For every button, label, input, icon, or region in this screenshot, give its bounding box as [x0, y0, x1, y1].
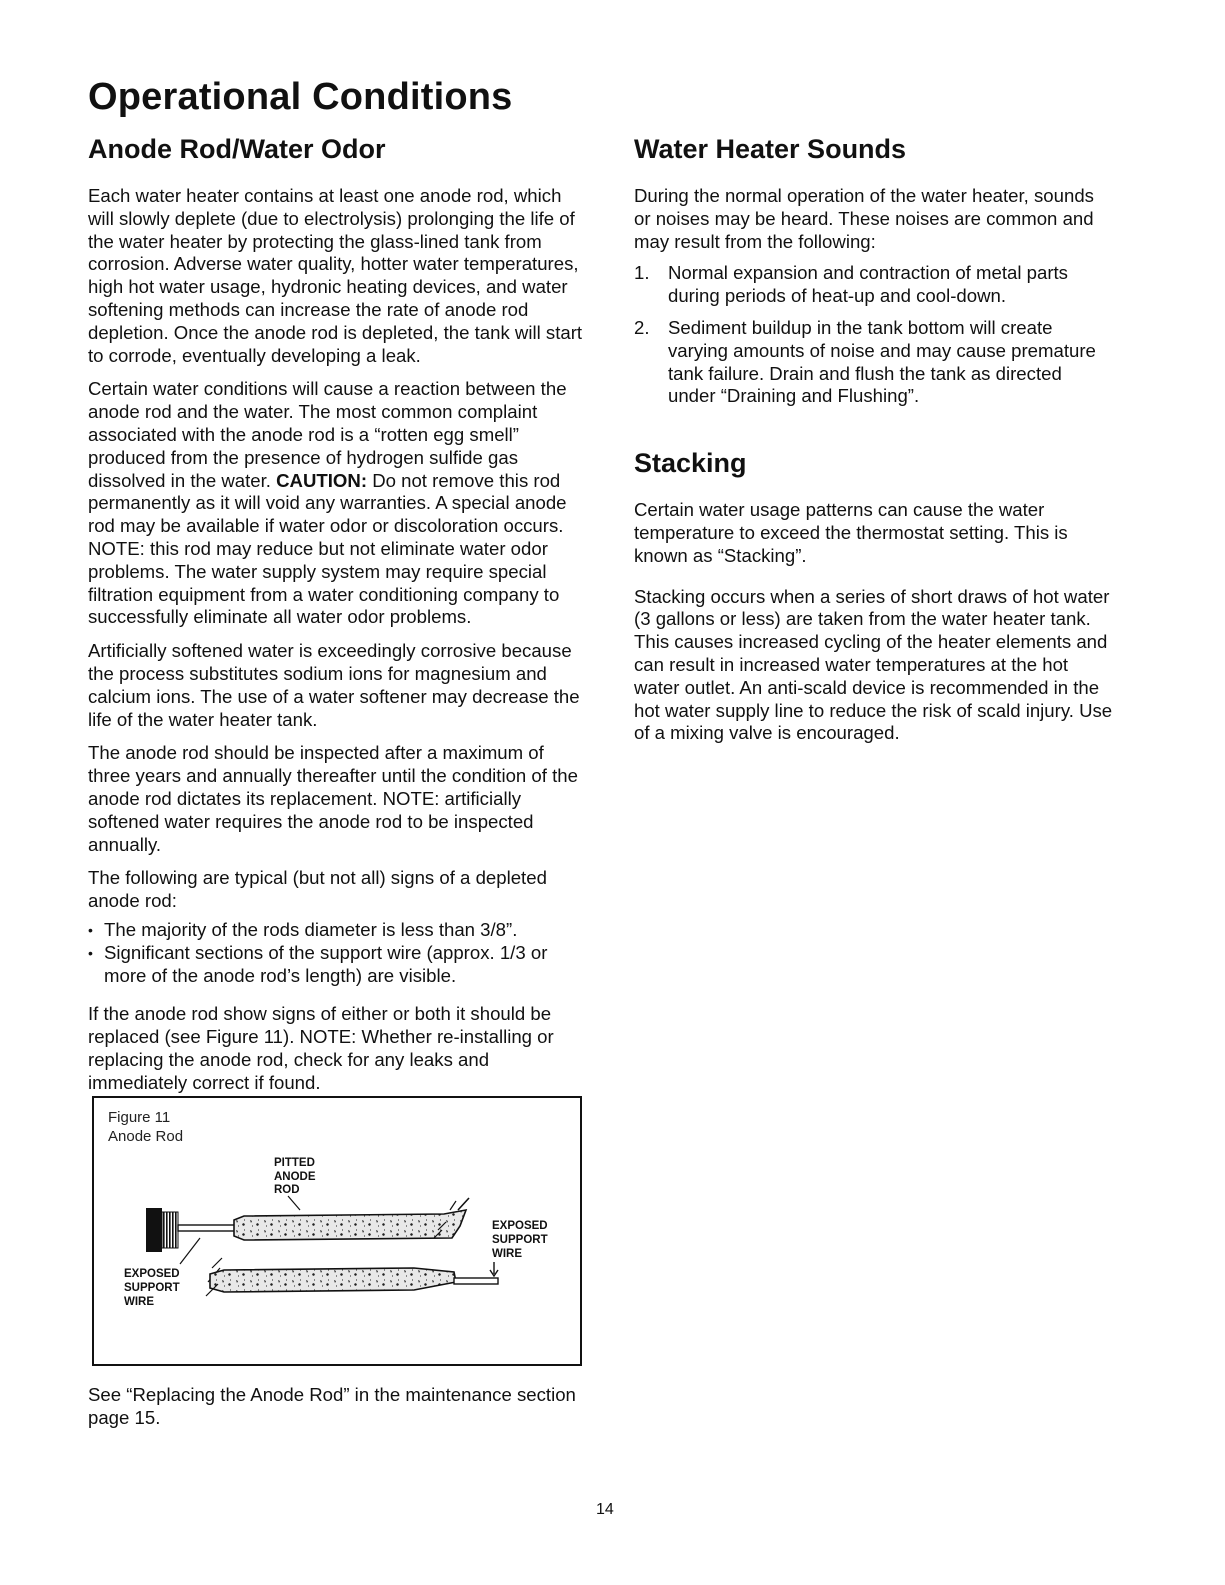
list-number: 2.	[634, 316, 650, 338]
rod-head-icon	[146, 1208, 162, 1252]
figure-name: Anode Rod	[108, 1128, 184, 1145]
sounds-list	[634, 262, 1114, 408]
anode-rod-paragraph-3: Artificially softened water is exceedingly corrosive because the process substitutes sodium ions for magnesium and calcium ions. The use of a water softener may decrease the life of the water heater tank.	[88, 640, 580, 730]
label-pitted-anode-rod	[274, 1157, 316, 1198]
replacing-anode-note	[88, 1384, 598, 1430]
figure-number: Figure 11	[108, 1109, 171, 1126]
label-exposed-support-wire-right	[492, 1219, 548, 1261]
label-line: SUPPORT	[124, 1282, 180, 1294]
anode-rod-paragraph-2	[88, 378, 588, 629]
label-line: SUPPORT	[492, 1234, 548, 1246]
paragraph-2-text-b: Do not remove this rod permanently as it will void any warranties. A special anode rod may be available if water odor or discoloration occurs. NOTE: this rod may reduce but not eliminate water odor problems. The water supply system may require special filtration equipment from a water conditioning company to successfully eliminate all water odor problems.	[88, 469, 567, 628]
water-heater-sounds-heading: Water Heater Sounds	[634, 134, 907, 164]
label-line: ANODE	[274, 1170, 316, 1183]
anode-rod-paragraph-5: The following are typical (but not all) signs of a depleted anode rod:	[88, 867, 547, 912]
list-text: Sediment buildup in the tank bottom will create varying amounts of noise and may cause premature tank failure. Drain and flush the tank as directed under “Draining and Flushing”.	[668, 316, 1096, 407]
list-item	[634, 262, 1114, 308]
paragraph-2-text-a: Certain water conditions will cause a reaction between the anode rod and the water. The most common complaint associated with the anode rod is a “rotten egg smell” produced from the presence of hydrogen sulfide gas dissolved in the water.	[88, 378, 567, 491]
page-number: 14	[596, 1501, 614, 1518]
list-item	[634, 317, 1114, 408]
right-column	[634, 134, 1114, 745]
caution-label: CAUTION:	[276, 469, 368, 491]
page-title: Operational Conditions	[88, 76, 513, 118]
label-line: EXPOSED	[492, 1220, 548, 1232]
figure-anode-rod	[92, 1096, 582, 1366]
list-number: 1.	[634, 262, 650, 284]
anode-rod-paragraph-4: The anode rod should be inspected after a maximum of three years and annually thereafter until the condition of the anode rod dictates its replacement. NOTE: artificially softened water requires the anode rod to be inspected annually.	[88, 742, 578, 855]
list-item: • Significant sections of the support wire (approx. 1/3 or more of the anode rod’s length) are visible.	[88, 942, 588, 988]
label-line: EXPOSED	[124, 1268, 180, 1280]
anode-rod-paragraph-1: Each water heater contains at least one anode rod, which will slowly deplete (due to electrolysis) prolonging the life of the water heater by protecting the glass-lined tank from corrosion. Adverse water quality, hotter water temperatures, high hot water usage, hydronic heating devices, and water softening methods can increase the rate of anode rod depletion. Once the anode rod is depleted, the tank will start to corrode, eventually developing a leak.	[88, 185, 583, 366]
sounds-intro: During the normal operation of the water heater, sounds or noises may be heard. These noises are common and may result from the following:	[634, 185, 1094, 252]
label-line: WIRE	[124, 1296, 155, 1308]
list-item: • The majority of the rods diameter is less than 3/8”.	[88, 919, 588, 942]
stacking-paragraph-1: Certain water usage patterns can cause the water temperature to exceed the thermostat setting. This is known as “Stacking”.	[634, 499, 1068, 566]
anode-rod-paragraph-6: If the anode rod show signs of either or both it should be replaced (see Figure 11). NOTE: Whether re-installing or replacing the anode rod, check for any leaks and immediately correct if found.	[88, 1003, 554, 1093]
label-exposed-support-wire-left	[124, 1267, 180, 1309]
replacing-anode-note-text: See “Replacing the Anode Rod” in the maintenance section page 15.	[88, 1384, 576, 1428]
anode-rod-heading: Anode Rod/Water Odor	[88, 134, 386, 164]
figure-caption	[108, 1108, 183, 1146]
anode-rod-section	[88, 134, 588, 1094]
label-line: PITTED	[274, 1157, 315, 1169]
stacking-heading: Stacking	[634, 448, 747, 479]
label-line: WIRE	[492, 1248, 523, 1260]
stacking-paragraph-2: Stacking occurs when a series of short draws of hot water (3 gallons or less) are taken from the water heater tank. This causes increased cycling of the heater elements and can result in increased water temperatures at the hot water outlet. An anti-scald device is recommended in the hot water supply line to reduce the risk of scald injury. Use of a mixing valve is encouraged.	[634, 585, 1113, 744]
label-line: ROD	[274, 1184, 300, 1196]
depleted-signs-list	[88, 919, 588, 987]
list-text: Normal expansion and contraction of metal parts during periods of heat-up and cool-down.	[668, 262, 1068, 307]
